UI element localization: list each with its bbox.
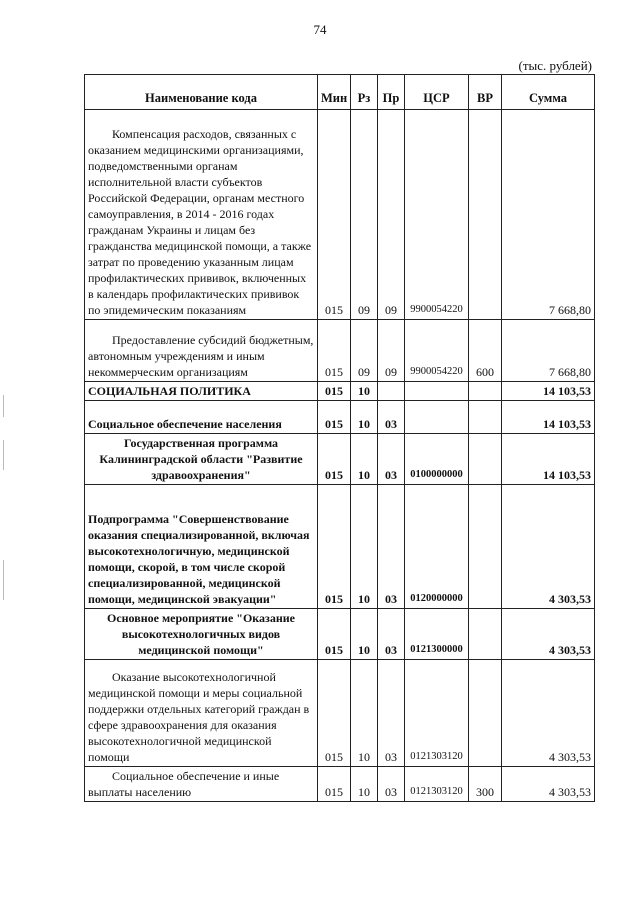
row-csr: 0121303120 xyxy=(405,660,469,767)
header-sum: Сумма xyxy=(502,75,595,110)
row-name: Оказание высокотехнологичной медицинской помощи и меры социальной поддержки отдельных категорий граждан в сфере здравоохранения для оказания высокотехнологичной медицинской помощи xyxy=(85,660,318,767)
row-rz: 10 xyxy=(351,434,378,485)
row-vr xyxy=(469,382,502,401)
table-header-row xyxy=(85,75,595,110)
row-vr xyxy=(469,434,502,485)
row-csr: 0121303120 xyxy=(405,767,469,802)
table-row xyxy=(85,485,595,609)
row-rz: 10 xyxy=(351,382,378,401)
header-pr: Пр xyxy=(378,75,405,110)
row-vr: 300 xyxy=(469,767,502,802)
row-csr: 0120000000 xyxy=(405,485,469,609)
row-pr: 03 xyxy=(378,660,405,767)
table-row xyxy=(85,767,595,802)
row-rz: 09 xyxy=(351,110,378,320)
row-pr: 03 xyxy=(378,434,405,485)
row-csr: 9900054220 xyxy=(405,320,469,382)
row-name: Социальное обеспечение и иные выплаты населению xyxy=(85,767,318,802)
row-vr: 600 xyxy=(469,320,502,382)
row-sum: 14 103,53 xyxy=(502,382,595,401)
row-rz: 10 xyxy=(351,609,378,660)
table-row xyxy=(85,401,595,434)
row-vr xyxy=(469,110,502,320)
table-row xyxy=(85,110,595,320)
row-sum: 4 303,53 xyxy=(502,767,595,802)
row-sum: 14 103,53 xyxy=(502,434,595,485)
row-min: 015 xyxy=(318,660,351,767)
row-rz: 10 xyxy=(351,485,378,609)
row-name: Предоставление субсидий бюджетным, автономным учреждениям и иным некоммерческим организациям xyxy=(85,320,318,382)
row-sum: 14 103,53 xyxy=(502,401,595,434)
row-name: Социальное обеспечение населения xyxy=(85,401,318,434)
header-name: Наименование кода xyxy=(85,75,318,110)
row-min: 015 xyxy=(318,767,351,802)
row-sum: 4 303,53 xyxy=(502,609,595,660)
row-name: Компенсация расходов, связанных с оказанием медицинскими организациями, подведомственными органам исполнительной власти субъектов Российской Федерации, органам местного самоуправления, в 2014 - 2016 годах гражданам Украины и лицам без гражданства медицинской помощи, а также затрат по проведению указанным лицам профилактических прививок, включенных в календарь профилактических прививок по эпидемическим показаниям xyxy=(85,110,318,320)
row-sum: 4 303,53 xyxy=(502,660,595,767)
row-min: 015 xyxy=(318,485,351,609)
scan-edge-marks xyxy=(3,0,7,905)
row-name: Государственная программа Калининградской области "Развитие здравоохранения" xyxy=(85,434,318,485)
row-pr: 03 xyxy=(378,609,405,660)
row-vr xyxy=(469,401,502,434)
table-row xyxy=(85,609,595,660)
header-rz: Рз xyxy=(351,75,378,110)
budget-table xyxy=(84,74,595,802)
header-vr: ВР xyxy=(469,75,502,110)
page-number: 74 xyxy=(313,22,327,37)
row-vr xyxy=(469,609,502,660)
row-pr: 03 xyxy=(378,767,405,802)
row-pr: 09 xyxy=(378,110,405,320)
row-rz: 09 xyxy=(351,320,378,382)
row-pr xyxy=(378,382,405,401)
row-rz: 10 xyxy=(351,401,378,434)
row-min: 015 xyxy=(318,382,351,401)
row-min: 015 xyxy=(318,110,351,320)
header-csr: ЦСР xyxy=(405,75,469,110)
row-sum: 7 668,80 xyxy=(502,110,595,320)
table-row xyxy=(85,320,595,382)
row-min: 015 xyxy=(318,320,351,382)
header-min: Мин xyxy=(318,75,351,110)
row-csr xyxy=(405,382,469,401)
row-vr xyxy=(469,485,502,609)
row-pr: 03 xyxy=(378,485,405,609)
row-min: 015 xyxy=(318,401,351,434)
row-csr: 0100000000 xyxy=(405,434,469,485)
row-name: Основное мероприятие "Оказание высокотехнологичных видов медицинской помощи" xyxy=(85,609,318,660)
row-rz: 10 xyxy=(351,660,378,767)
row-name: СОЦИАЛЬНАЯ ПОЛИТИКА xyxy=(85,382,318,401)
row-csr: 0121300000 xyxy=(405,609,469,660)
row-name: Подпрограмма "Совершенствование оказания специализированной, включая высокотехнологичную, медицинской помощи, скорой, в том числе скорой специализированной, медицинской помощи, медицинской эвакуации" xyxy=(85,485,318,609)
table-row xyxy=(85,434,595,485)
row-rz: 10 xyxy=(351,767,378,802)
row-csr xyxy=(405,401,469,434)
units-label: (тыс. рублей) xyxy=(518,58,592,73)
row-min: 015 xyxy=(318,609,351,660)
row-csr: 9900054220 xyxy=(405,110,469,320)
row-sum: 7 668,80 xyxy=(502,320,595,382)
row-min: 015 xyxy=(318,434,351,485)
row-pr: 03 xyxy=(378,401,405,434)
table-row xyxy=(85,382,595,401)
row-vr xyxy=(469,660,502,767)
table-row xyxy=(85,660,595,767)
row-sum: 4 303,53 xyxy=(502,485,595,609)
row-pr: 09 xyxy=(378,320,405,382)
